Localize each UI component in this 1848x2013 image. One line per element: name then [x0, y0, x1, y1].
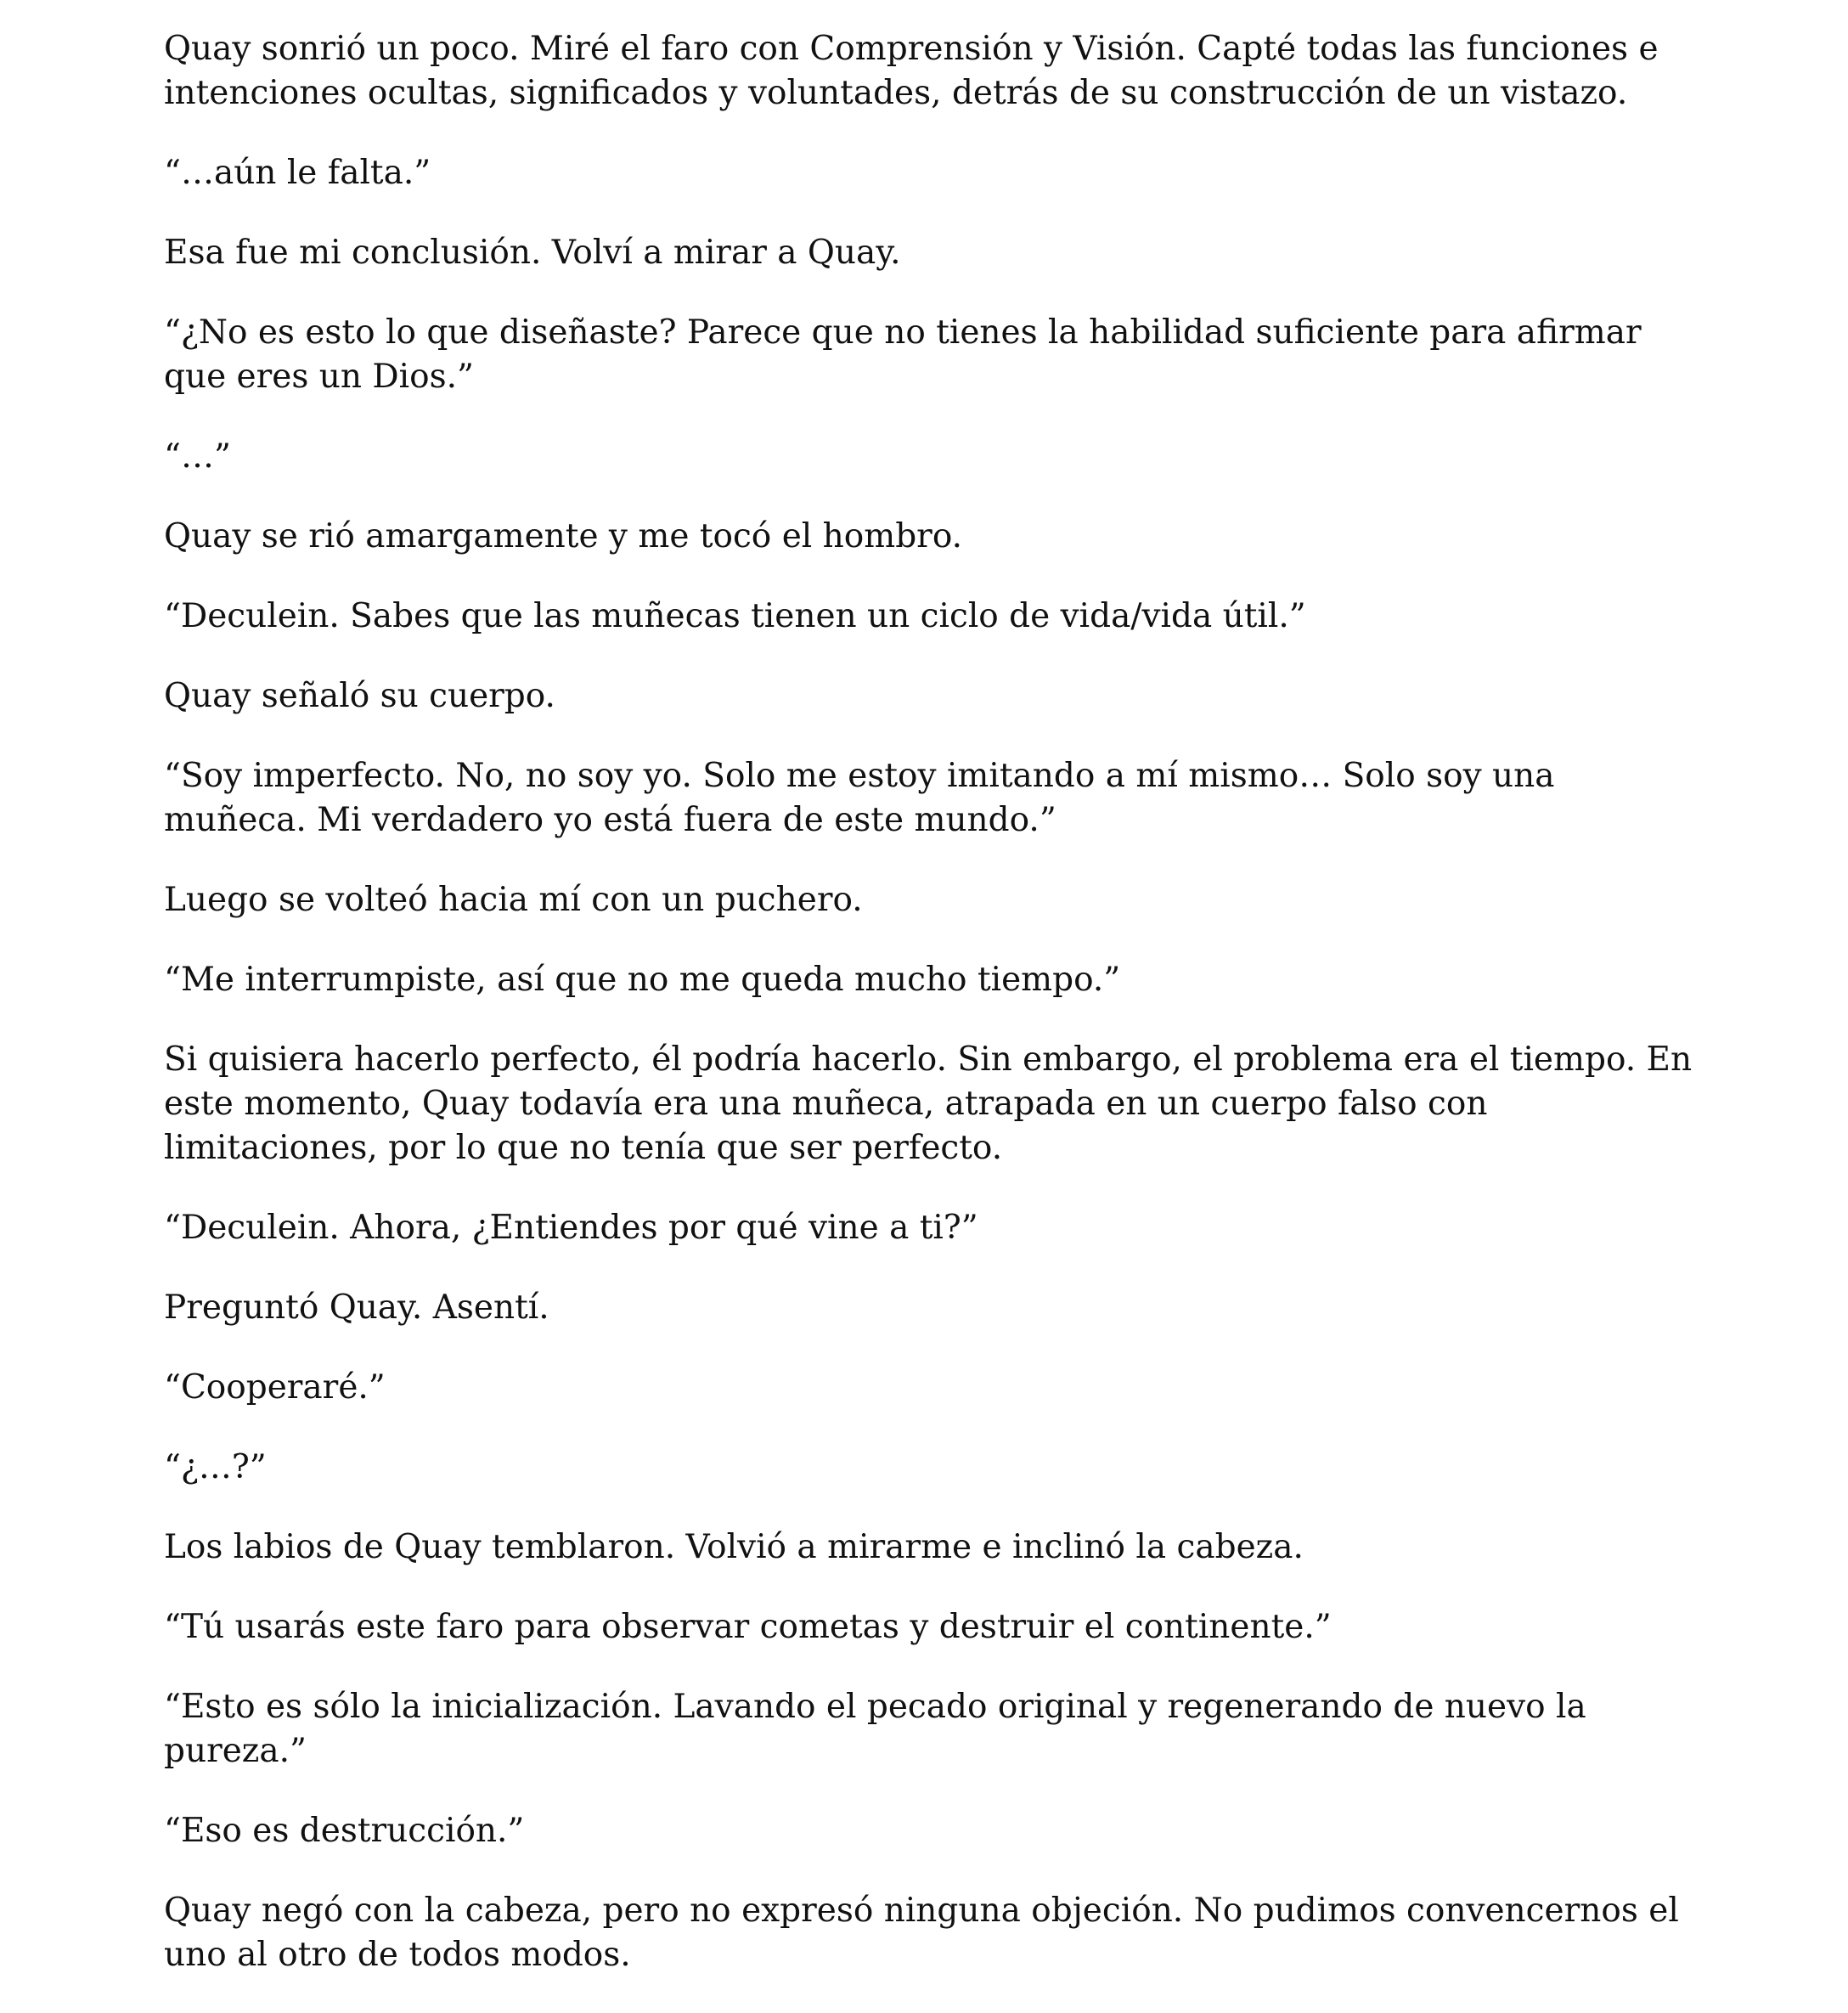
- paragraph: Esa fue mi conclusión. Volví a mirar a Quay.: [164, 234, 901, 272]
- paragraph: Quay señaló su cuerpo.: [164, 677, 555, 715]
- paragraph: Quay se rió amargamente y me tocó el hombro.: [164, 517, 963, 555]
- paragraph: “Me interrumpiste, así que no me queda mucho tiempo.”: [164, 961, 1121, 999]
- paragraph: Los labios de Quay temblaron. Volvió a mirarme e inclinó la cabeza.: [164, 1528, 1304, 1566]
- paragraph: Si quisiera hacerlo perfecto, él podría hacerlo. Sin embargo, el problema era el tiempo. En este momento, Quay todavía era una muñeca, atrapada en un cuerpo falso con limitaciones, por lo que no tenía que ser perfecto.: [164, 1040, 1693, 1167]
- paragraph: “¿No es esto lo que diseñaste? Parece que no tienes la habilidad suficiente para afirmar que eres un Dios.”: [164, 313, 1642, 396]
- paragraph: “Deculein. Ahora, ¿Entiendes por qué vine a ti?”: [164, 1209, 978, 1247]
- paragraph: “Cooperaré.”: [164, 1368, 386, 1407]
- paragraph: Quay negó con la cabeza, pero no expresó ninguna objeción. No pudimos convencernos el uno al otro de todos modos.: [164, 1892, 1679, 1974]
- paragraph: “Deculein. Sabes que las muñecas tienen un ciclo de vida/vida útil.”: [164, 597, 1306, 635]
- paragraph: Luego se volteó hacia mí con un puchero.: [164, 881, 863, 919]
- paragraph: Preguntó Quay. Asentí.: [164, 1288, 549, 1327]
- document-page: [164, 27, 1693, 2013]
- paragraph: “¿…?”: [164, 1448, 267, 1486]
- paragraph: “Esto es sólo la inicialización. Lavando el pecado original y regenerando de nuevo la pureza.”: [164, 1688, 1586, 1770]
- paragraph: “…”: [164, 437, 231, 476]
- paragraph: “Tú usarás este faro para observar cometas y destruir el continente.”: [164, 1608, 1332, 1646]
- paragraph: “Soy imperfecto. No, no soy yo. Solo me estoy imitando a mí mismo… Solo soy una muñeca. Mi verdadero yo está fuera de este mundo.”: [164, 757, 1555, 839]
- paragraph: Quay sonrió un poco. Miré el faro con Comprensión y Visión. Capté todas las funciones e intenciones ocultas, significados y voluntades, detrás de su construcción de un vistazo.: [164, 30, 1659, 112]
- paragraph: “Eso es destrucción.”: [164, 1812, 525, 1850]
- paragraph: “…aún le falta.”: [164, 154, 431, 192]
